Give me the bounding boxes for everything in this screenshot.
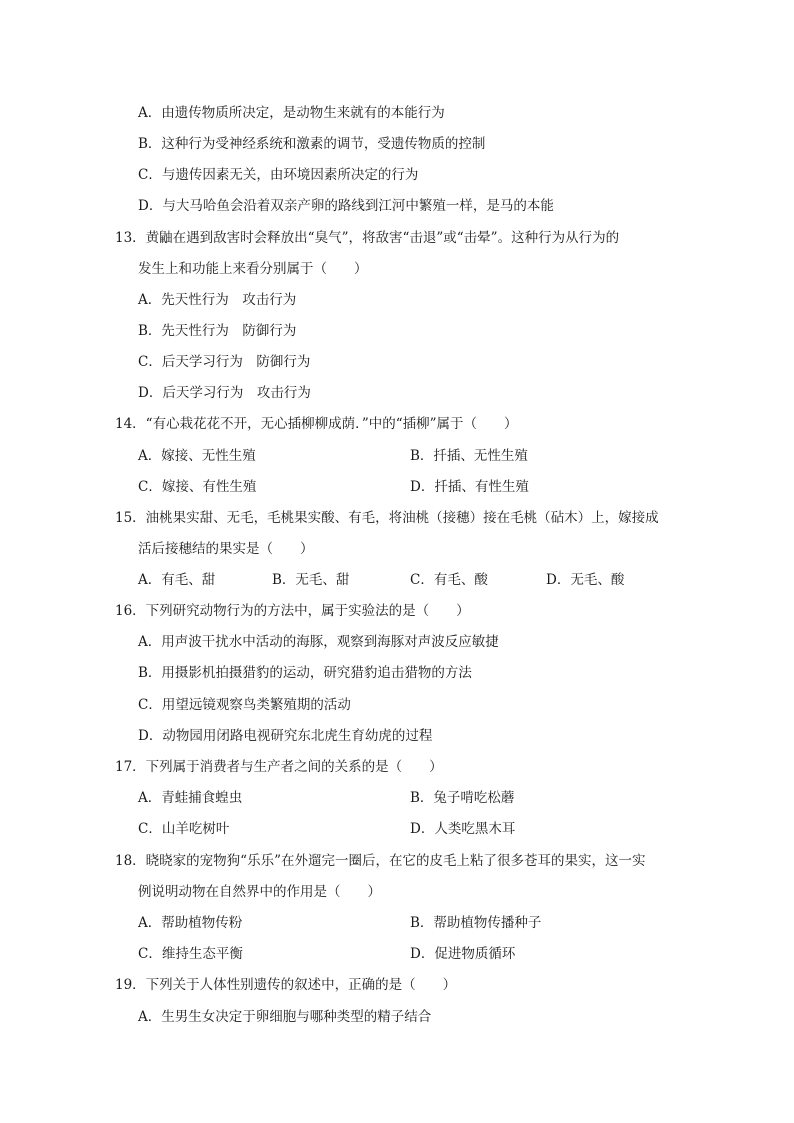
q15-stem-line2: 活后接穗结的果实是（ ） — [138, 541, 314, 557]
q15-option-a[interactable]: A．有毛、甜 — [138, 572, 216, 588]
q17-option-b[interactable]: B．兔子啃吃松蘑 — [410, 790, 515, 806]
q18-option-c[interactable]: C．维持生态平衡 — [138, 946, 243, 962]
q16-option-a[interactable]: A．用声波干扰水中活动的海豚，观察到海豚对声波反应敏捷 — [138, 634, 499, 650]
q18-option-d[interactable]: D．促进物质循环 — [410, 946, 516, 962]
q14-option-c[interactable]: C．嫁接、有性生殖 — [138, 479, 257, 495]
q12-option-c[interactable]: C．与遗传因素无关，由环境因素所决定的行为 — [138, 167, 419, 183]
q19-stem-line1: 19．下列关于人体性别遗传的叙述中，正确的是（ ） — [115, 977, 457, 993]
q13-option-d[interactable]: D．后天学习行为 攻击行为 — [138, 385, 311, 401]
q13-option-a[interactable]: A．先天性行为 攻击行为 — [138, 292, 297, 308]
q16-option-b[interactable]: B．用摄影机拍摄猎豹的运动，研究猎豹追击猎物的方法 — [138, 665, 472, 681]
q12-option-a[interactable]: A．由遗传物质所决定，是动物生来就有的本能行为 — [138, 105, 445, 121]
q16-option-d[interactable]: D．动物园用闭路电视研究东北虎生育幼虎的过程 — [138, 728, 433, 744]
q16-option-c[interactable]: C．用望远镜观察鸟类繁殖期的活动 — [138, 697, 351, 713]
q13-option-b[interactable]: B．先天性行为 防御行为 — [138, 323, 297, 339]
q13-stem-line1: 13．黄鼬在遇到敌害时会释放出“臭气”，将敌害“击退”或“击晕”。这种行为从行为的 — [115, 230, 620, 246]
q16-stem-line1: 16．下列研究动物行为的方法中，属于实验法的是（ ） — [115, 603, 470, 619]
q18-stem-line2: 例说明动物在自然界中的作用是（ ） — [138, 884, 381, 900]
q15-option-c[interactable]: C．有毛、酸 — [410, 572, 488, 588]
q14-stem-line1: 14．“有心栽花花不开，无心插柳柳成荫．”中的“插柳”属于（ ） — [115, 416, 518, 432]
q18-option-a[interactable]: A．帮助植物传粉 — [138, 915, 243, 931]
q17-stem-line1: 17．下列属于消费者与生产者之间的关系的是（ ） — [115, 759, 443, 775]
q17-option-c[interactable]: C．山羊吃树叶 — [138, 821, 230, 837]
q14-option-a[interactable]: A．嫁接、无性生殖 — [138, 448, 256, 464]
q14-option-b[interactable]: B．扦插、无性生殖 — [410, 448, 528, 464]
q15-stem-line1: 15．油桃果实甜、无毛，毛桃果实酸、有毛，将油桃（接穗）接在毛桃（砧木）上，嫁接成 — [115, 510, 659, 526]
q17-option-a[interactable]: A．青蛙捕食蝗虫 — [138, 790, 243, 806]
q19-option-a[interactable]: A．生男生女决定于卵细胞与哪种类型的精子结合 — [138, 1009, 432, 1025]
q15-option-b[interactable]: B．无毛、甜 — [272, 572, 350, 588]
q14-option-d[interactable]: D．扦插、有性生殖 — [410, 479, 529, 495]
q12-option-b[interactable]: B．这种行为受神经系统和激素的调节，受遗传物质的控制 — [138, 136, 486, 152]
q17-option-d[interactable]: D．人类吃黑木耳 — [410, 821, 516, 837]
q13-option-c[interactable]: C．后天学习行为 防御行为 — [138, 354, 311, 370]
q15-option-d[interactable]: D．无毛、酸 — [546, 572, 625, 588]
q18-stem-line1: 18．晓晓家的宠物狗“乐乐”在外遛完一圈后，在它的皮毛上粘了很多苍耳的果实，这一实 — [115, 853, 646, 869]
q13-stem-line2: 发生上和功能上来看分别属于（ ） — [138, 261, 368, 277]
q18-option-b[interactable]: B．帮助植物传播种子 — [410, 915, 542, 931]
q12-option-d[interactable]: D．与大马哈鱼会沿着双亲产卵的路线到江河中繁殖一样，是马的本能 — [138, 198, 554, 214]
